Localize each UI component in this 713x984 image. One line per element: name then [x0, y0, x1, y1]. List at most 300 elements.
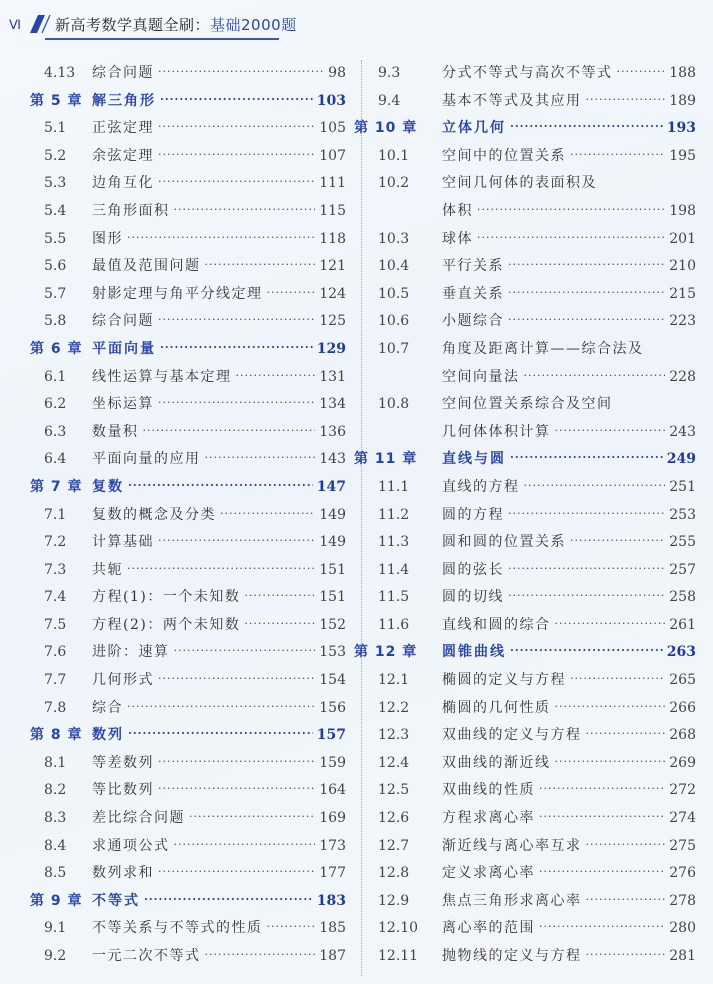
section-title: 圆的切线	[442, 589, 504, 606]
leader-dots	[158, 113, 315, 141]
toc-section-entry[interactable]	[376, 308, 696, 336]
section-number: 10.4	[378, 258, 410, 275]
section-title: 分式不等式与高次不等式	[442, 65, 613, 81]
section-number: 6.3	[44, 423, 67, 440]
toc-section-entry[interactable]	[30, 391, 346, 419]
section-number: 5.6	[44, 258, 67, 275]
section-title: 边角互化	[92, 175, 154, 192]
page-number: 187	[319, 948, 346, 964]
page-number: 152	[319, 616, 346, 633]
toc-chapter-entry[interactable]	[30, 474, 346, 502]
section-number: 9.2	[44, 948, 67, 964]
leader-dots	[160, 334, 313, 362]
leader-dots	[586, 720, 666, 748]
section-title: 椭圆的几何性质	[442, 699, 551, 716]
leader-dots	[158, 141, 315, 169]
section-title: 进阶：速算	[92, 644, 170, 661]
toc-section-entry[interactable]	[30, 60, 346, 88]
chapter-title: 数列	[92, 727, 124, 744]
section-number: 12.1	[378, 672, 410, 689]
page-number: 268	[669, 727, 696, 744]
section-title: 差比综合问题	[92, 810, 185, 827]
toc-section-entry[interactable]	[30, 529, 346, 557]
section-title: 综合	[92, 699, 123, 716]
leader-dots	[570, 527, 665, 555]
section-title: 空间中的位置关系	[442, 147, 566, 164]
chapter-title: 平面向量	[92, 340, 156, 357]
toc-section-entry[interactable]	[30, 805, 346, 833]
section-title: 求通项公式	[92, 837, 170, 854]
section-title: 方程(2)：两个未知数	[92, 616, 241, 633]
toc-section-entry[interactable]	[30, 860, 346, 888]
toc-section-entry[interactable]	[30, 253, 346, 281]
section-number: 12.5	[378, 782, 410, 799]
leader-dots	[128, 472, 313, 500]
page-number: 251	[669, 478, 696, 495]
page-number: 134	[319, 396, 346, 413]
section-number: 12.2	[378, 699, 410, 716]
section-number: 12.4	[378, 754, 410, 771]
page-number: 210	[669, 258, 696, 275]
leader-dots	[205, 941, 316, 969]
page-number: 272	[669, 782, 696, 799]
section-number: 4.13	[44, 65, 76, 81]
leader-dots	[158, 389, 315, 417]
section-number: 11.4	[378, 561, 410, 578]
leader-dots	[539, 775, 665, 803]
section-title: 共轭	[92, 561, 123, 578]
toc-section-entry[interactable]	[376, 584, 696, 612]
chapter-title: 不等式	[92, 892, 140, 909]
section-number: 11.3	[378, 534, 410, 551]
toc-section-entry[interactable]	[30, 943, 346, 971]
section-title: 线性运算与基本定理	[92, 368, 232, 385]
page-number: 156	[319, 699, 346, 716]
toc-section-entry[interactable]	[376, 557, 696, 585]
page-number: 258	[669, 589, 696, 606]
page-number: 183	[316, 892, 346, 909]
page-number: 115	[319, 202, 346, 219]
leader-dots	[508, 555, 665, 583]
section-title: 几何形式	[92, 672, 154, 689]
toc-section-entry[interactable]	[376, 888, 696, 916]
toc-section-entry[interactable]	[30, 143, 346, 171]
toc-section-entry[interactable]	[376, 860, 696, 888]
page-number: 185	[319, 920, 346, 937]
toc-section-entry[interactable]	[376, 750, 696, 778]
section-number: 12.11	[378, 948, 419, 964]
leader-dots	[158, 858, 315, 886]
page-number: 121	[319, 258, 346, 275]
section-title: 几何体体积计算	[442, 423, 551, 440]
leader-dots	[555, 748, 666, 776]
leader-dots	[236, 362, 316, 390]
toc-section-entry[interactable]	[30, 915, 346, 943]
page-number: 278	[669, 892, 696, 909]
toc-chapter-entry[interactable]	[30, 88, 346, 116]
section-title: 离心率的范围	[442, 920, 535, 937]
section-title: 一元二次不等式	[92, 948, 201, 964]
leader-dots	[205, 444, 316, 472]
column-divider	[361, 60, 362, 976]
section-number: 5.1	[44, 120, 67, 137]
page-number: 164	[319, 782, 346, 799]
section-title: 计算基础	[92, 534, 154, 551]
toc-section-entry[interactable]	[30, 115, 346, 143]
toc-section-entry[interactable]	[376, 226, 696, 254]
page-number: 269	[669, 754, 696, 771]
leader-dots	[539, 803, 665, 831]
toc-section-entry[interactable]	[376, 612, 696, 640]
toc-section-entry[interactable]	[376, 722, 696, 750]
leader-dots	[586, 86, 666, 114]
section-number: 7.1	[44, 506, 67, 523]
leader-dots	[127, 693, 315, 721]
toc-section-entry[interactable]	[30, 446, 346, 474]
toc-section-entry[interactable]	[30, 502, 346, 530]
leader-dots	[220, 500, 315, 528]
section-title: 直线的方程	[442, 478, 520, 495]
section-title: 体积	[442, 202, 473, 219]
section-number: 11.5	[378, 589, 410, 606]
page-number: 223	[669, 313, 696, 330]
section-title: 空间几何体的表面积及	[442, 175, 597, 192]
page-number: 265	[669, 672, 696, 689]
page-number: 188	[669, 65, 696, 81]
chapter-number: 第 5 章	[30, 92, 83, 109]
toc-section-entry[interactable]	[376, 502, 696, 530]
leader-dots	[539, 858, 665, 886]
section-title: 空间位置关系综合及空间	[442, 396, 613, 413]
section-number: 10.3	[378, 230, 410, 247]
section-title: 圆的弦长	[442, 561, 504, 578]
section-number: 11.1	[378, 478, 410, 495]
leader-dots	[127, 555, 315, 583]
toc-section-entry[interactable]	[30, 584, 346, 612]
book-title-sub: 基础2000题	[210, 16, 297, 34]
toc-chapter-entry[interactable]	[30, 336, 346, 364]
leader-dots	[160, 86, 313, 114]
toc-section-entry[interactable]	[30, 612, 346, 640]
toc-section-entry[interactable]	[376, 915, 696, 943]
leader-dots	[477, 224, 665, 252]
section-number: 5.7	[44, 285, 67, 302]
toc-section-entry[interactable]	[376, 667, 696, 695]
section-number: 5.8	[44, 313, 67, 330]
leader-dots	[267, 913, 316, 941]
section-number: 9.4	[378, 92, 401, 109]
page-number: 215	[669, 285, 696, 302]
leader-dots	[244, 582, 315, 610]
section-number: 7.4	[44, 589, 67, 606]
leader-dots	[143, 417, 316, 445]
toc-section-entry[interactable]	[376, 336, 696, 364]
leader-dots	[508, 306, 665, 334]
section-number: 6.2	[44, 396, 67, 413]
section-title: 焦点三角形求离心率	[442, 892, 582, 909]
section-number: 10.5	[378, 285, 410, 302]
toc-section-entry[interactable]	[376, 805, 696, 833]
leader-dots	[586, 831, 666, 859]
section-title: 数列求和	[92, 865, 154, 882]
toc-section-entry[interactable]	[376, 833, 696, 861]
leader-dots	[510, 113, 663, 141]
toc-section-entry[interactable]	[30, 226, 346, 254]
page-number: 149	[319, 534, 346, 551]
section-number: 12.9	[378, 892, 410, 909]
section-title: 数量积	[92, 423, 139, 440]
section-title: 三角形面积	[92, 202, 170, 219]
section-title: 基本不等式及其应用	[442, 92, 582, 109]
section-title: 双曲线的性质	[442, 782, 535, 799]
page-number: 124	[319, 285, 346, 302]
leader-dots	[555, 610, 666, 638]
section-title: 定义求离心率	[442, 865, 535, 882]
toc-section-entry[interactable]	[30, 833, 346, 861]
page-number: 261	[669, 616, 696, 633]
toc-section-entry[interactable]	[376, 419, 696, 447]
leader-dots	[524, 472, 666, 500]
toc-section-entry[interactable]	[30, 750, 346, 778]
section-title: 平行关系	[442, 258, 504, 275]
section-title: 复数的概念及分类	[92, 506, 216, 523]
toc-section-entry[interactable]	[376, 88, 696, 116]
page-number: 198	[669, 202, 696, 219]
leader-dots	[205, 251, 316, 279]
toc-section-entry[interactable]	[376, 777, 696, 805]
page-number: 280	[669, 920, 696, 937]
page-number: 151	[319, 589, 346, 606]
section-number: 10.2	[378, 175, 410, 192]
leader-dots	[510, 444, 663, 472]
section-number: 5.2	[44, 147, 67, 164]
section-number: 6.1	[44, 368, 67, 385]
chapter-title: 解三角形	[92, 92, 156, 109]
page-number: 118	[319, 230, 346, 247]
leader-dots	[128, 720, 313, 748]
section-title: 垂直关系	[442, 285, 504, 302]
section-title: 综合问题	[92, 65, 154, 81]
leader-dots	[144, 886, 313, 914]
section-title: 圆和圆的位置关系	[442, 534, 566, 551]
page-number: 177	[319, 865, 346, 882]
section-number: 7.3	[44, 561, 67, 578]
section-title: 方程求离心率	[442, 810, 535, 827]
section-number: 10.1	[378, 147, 410, 164]
toc-left-column	[30, 60, 346, 971]
toc-section-entry[interactable]	[376, 281, 696, 309]
leader-dots	[555, 417, 666, 445]
section-number: 8.1	[44, 754, 67, 771]
section-title: 空间向量法	[442, 368, 520, 385]
toc-section-entry[interactable]	[30, 419, 346, 447]
section-number: 9.1	[44, 920, 67, 937]
page-number: 136	[319, 423, 346, 440]
page-number: 255	[669, 534, 696, 551]
leader-dots	[158, 168, 315, 196]
toc-right-column	[354, 60, 696, 971]
toc-section-entry[interactable]	[30, 170, 346, 198]
leader-dots	[244, 610, 315, 638]
leader-dots	[158, 748, 315, 776]
page-number: 201	[669, 230, 696, 247]
page-number: 195	[669, 147, 696, 164]
toc-section-entry[interactable]	[376, 364, 696, 392]
page-number: 147	[316, 478, 346, 495]
section-number: 7.8	[44, 699, 67, 716]
toc-section-entry[interactable]	[376, 198, 696, 226]
leader-dots	[570, 141, 665, 169]
page-number: 263	[666, 644, 696, 661]
book-title-main: 新高考数学真题全刷：	[55, 16, 211, 34]
section-number: 7.5	[44, 616, 67, 633]
chapter-number: 第 8 章	[30, 727, 83, 744]
page-number: 105	[319, 120, 346, 137]
toc-chapter-entry[interactable]	[30, 722, 346, 750]
toc-section-entry[interactable]	[30, 364, 346, 392]
section-title: 圆的方程	[442, 506, 504, 523]
section-title: 最值及范围问题	[92, 258, 201, 275]
page-number: 154	[319, 672, 346, 689]
chapter-number: 第 12 章	[354, 644, 418, 661]
toc-section-entry[interactable]	[30, 281, 346, 309]
section-number: 12.10	[378, 920, 419, 937]
leader-dots	[158, 775, 315, 803]
section-title: 球体	[442, 230, 473, 247]
page-number: 276	[669, 865, 696, 882]
toc-section-entry[interactable]	[30, 557, 346, 585]
chapter-number: 第 6 章	[30, 340, 83, 357]
toc-section-entry[interactable]	[30, 308, 346, 336]
section-title: 小题综合	[442, 313, 504, 330]
section-title: 不等关系与不等式的性质	[92, 920, 263, 937]
page-number: 249	[666, 451, 696, 468]
section-number: 11.2	[378, 506, 410, 523]
page-number: 103	[316, 92, 346, 109]
page-number: 274	[669, 810, 696, 827]
section-title: 直线和圆的综合	[442, 616, 551, 633]
toc-section-entry[interactable]	[376, 529, 696, 557]
leader-dots	[158, 527, 315, 555]
leader-dots	[267, 279, 316, 307]
chapter-number: 第 11 章	[354, 451, 418, 468]
section-title: 综合问题	[92, 313, 154, 330]
section-number: 12.8	[378, 865, 410, 882]
toc-section-entry[interactable]	[376, 474, 696, 502]
section-number: 5.4	[44, 202, 67, 219]
section-number: 9.3	[378, 65, 401, 81]
page-number: 243	[669, 423, 696, 440]
section-title: 射影定理与角平分线定理	[92, 285, 263, 302]
section-number: 12.6	[378, 810, 410, 827]
leader-dots	[539, 913, 665, 941]
chapter-number: 第 10 章	[354, 120, 418, 137]
toc-section-entry[interactable]	[376, 943, 696, 971]
chapter-title: 复数	[92, 478, 124, 495]
section-title: 椭圆的定义与方程	[442, 672, 566, 689]
page-number: 169	[319, 810, 346, 827]
section-number: 8.2	[44, 782, 67, 799]
section-number: 7.7	[44, 672, 67, 689]
page-number: 257	[669, 561, 696, 578]
leader-dots	[508, 500, 665, 528]
section-title: 等比数列	[92, 782, 154, 799]
section-title: 渐近线与离心率互求	[442, 837, 582, 854]
chapter-number: 第 7 章	[30, 478, 83, 495]
section-title: 双曲线的渐近线	[442, 754, 551, 771]
page-number: 159	[319, 754, 346, 771]
toc-section-entry[interactable]	[376, 170, 696, 198]
page-number: 253	[669, 506, 696, 523]
section-title: 双曲线的定义与方程	[442, 727, 582, 744]
toc-section-entry[interactable]	[30, 695, 346, 723]
page-header	[0, 0, 713, 44]
page-number: 98	[328, 65, 346, 81]
toc-section-entry[interactable]	[376, 60, 696, 88]
page-number: 129	[316, 340, 346, 357]
leader-dots	[189, 803, 315, 831]
toc-chapter-entry[interactable]	[354, 115, 696, 143]
leader-dots	[127, 224, 315, 252]
toc-section-entry[interactable]	[376, 253, 696, 281]
leader-dots	[510, 637, 663, 665]
toc-section-entry[interactable]	[30, 777, 346, 805]
section-number: 8.3	[44, 810, 67, 827]
leader-dots	[508, 279, 665, 307]
toc-section-entry[interactable]	[376, 143, 696, 171]
section-number: 6.4	[44, 451, 67, 468]
page-number: 173	[319, 837, 346, 854]
section-number: 12.7	[378, 837, 410, 854]
page-number: 153	[319, 644, 346, 661]
section-title: 余弦定理	[92, 147, 154, 164]
chapter-title: 圆锥曲线	[442, 644, 506, 661]
toc-section-entry[interactable]	[376, 391, 696, 419]
toc-section-entry[interactable]	[376, 695, 696, 723]
section-number: 7.2	[44, 534, 67, 551]
toc-section-entry[interactable]	[30, 667, 346, 695]
page-number: 157	[316, 727, 346, 744]
section-title: 平面向量的应用	[92, 451, 201, 468]
page-number: 266	[669, 699, 696, 716]
leader-dots	[524, 362, 666, 390]
slash-logo-icon	[30, 15, 52, 33]
section-number: 5.3	[44, 175, 67, 192]
leader-dots	[158, 665, 315, 693]
leader-dots	[158, 58, 324, 86]
section-number: 8.4	[44, 837, 67, 854]
section-title: 方程(1)：一个未知数	[92, 589, 241, 606]
leader-dots	[508, 251, 665, 279]
leader-dots	[570, 665, 665, 693]
page-number: 107	[319, 147, 346, 164]
leader-dots	[174, 196, 316, 224]
section-title: 图形	[92, 230, 123, 247]
toc-chapter-entry[interactable]	[354, 446, 696, 474]
toc-section-entry[interactable]	[30, 198, 346, 226]
page-number: 228	[669, 368, 696, 385]
page-number: 281	[669, 948, 696, 964]
page-number: 193	[666, 120, 696, 137]
section-title: 等差数列	[92, 754, 154, 771]
toc-chapter-entry[interactable]	[354, 639, 696, 667]
title-underline	[45, 38, 279, 40]
toc-section-entry[interactable]	[30, 639, 346, 667]
toc-chapter-entry[interactable]	[30, 888, 346, 916]
section-number: 12.3	[378, 727, 410, 744]
section-number: 10.6	[378, 313, 410, 330]
page-number: 131	[319, 368, 346, 385]
